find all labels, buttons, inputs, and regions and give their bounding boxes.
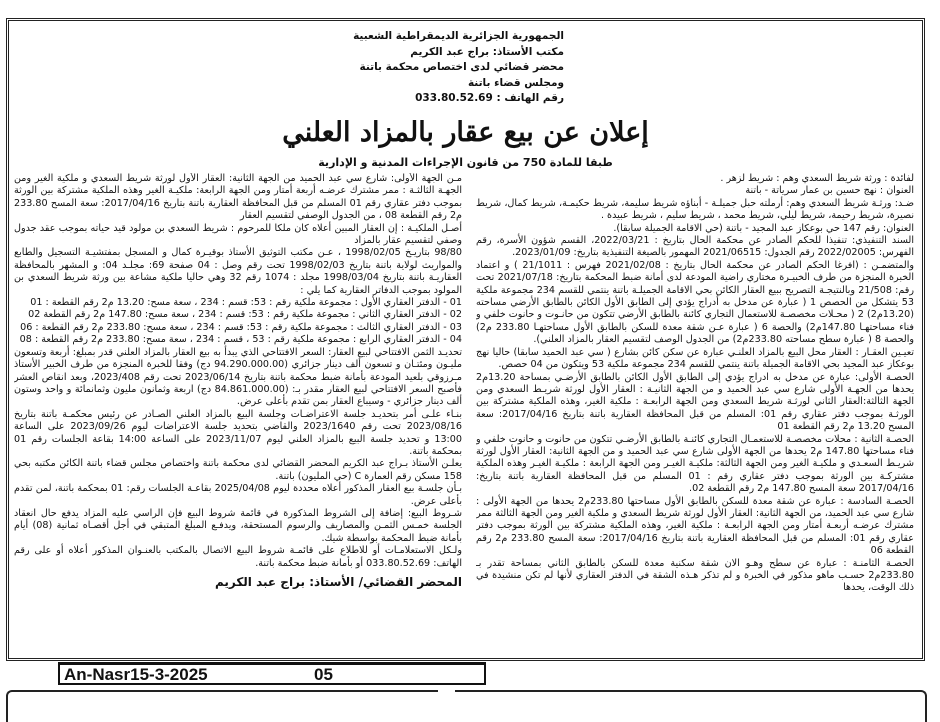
left-paragraph: ولـكل الاستعلامـات أو للاطلاع على قائمـة شروط البيع الاتصال بالمكتب بالعنـوان المذكور أعلاه أو على رقم الهاتف: 033.80.52.69 أو بأمانة ضبط محكمة باتنة. [14,545,462,569]
left-paragraph: 03 - الدفتر العقاري الثالث : مجموعة ملكية رقم : 53: قسم : 234 ، سعة مسح: 233.80 م2 رقم القطعة : 06 [20,321,462,333]
left-paragraph: 98/80 بتاريـخ 1998/02/05 ، عـن مكتب التوثيق الأستاذ بوقيـرة كمال و المسجل بمفتشيـة التسجيل والطابع والمواريث لولاية باتنة بتاريخ 1998/02/03 تحت رقم وصل : 04 صفحة 69: مجلـد 04: و المشهر بالمحافظة العقاريـة باتنة بتاريخ 1998/03/04 مجلد : 1074 رقم 32 وهي حاليا ملكية مشاعة بين ورثة شريط السعدي بن المولود بموجب الدفاتر العقارية كما يلي : [14,247,462,296]
left-paragraph: 04 - الدفتر العقاري الرابع : مجموعة ملكية رقم : 53 ، قسم : 234 ، سعة مسح: 233.80 م2 رقم القطعة : 08 [19,334,462,346]
announcement-body [14,29,914,652]
left-paragraph: أصـل الملكيـة : إن العقار المبين أعلاه كان ملكا للمرحوم : شريط السعدي بن مولود قيد حياته بموجب عقد جدول وصفي لتقسيم عقار بالمزاد [14,222,462,247]
header-phone: رقم الهاتف : 033.80.52.69 [415,92,564,104]
right-paragraph: لفائدة : ورثة شريط السعدي وهم : شريط لزهر . [720,173,914,184]
announcement-frame [6,18,925,661]
announcement-subtitle: طبقا للمادة 750 من قانون الإجراءات المدنية و الإدارية [318,156,613,169]
right-paragraph: العنوان: رقم 147 حي بوعكاز عبد المجيد - باتنة (حي الاقامة الجميلة سابقا). [613,222,914,234]
left-paragraph: شـروط البيع: إضافة إلى الشروط المذكورة في قائمة شروط البيع فإن الراسي عليه المزاد يدفع حال انعقاد الجلسة خمـس الثمـن والمصاريف والرسوم المستحقة، ويدفـع المبلغ المتبقي في أجل أقصـاه ثمانية (08) أيام بأمانة ضبط المحكمة بواسطة شيك. [14,507,462,544]
right-column [476,173,914,652]
left-column [14,173,462,652]
right-paragraph: الحصـة الأولى: عبارة عن مدخل به ادراج يؤدي إلى الطابق الأول الكائن بالطابق الأرضـي بمساحة 13.20م2 يحدها من الجهـة الأولى شارع سي عبد الحميد و من الجهة الثانيـة : العقار الأول لورثة شريـط السعدي ومن الجهة الثالثة:العقار الثاني لورثـة شريط السعدي ومن الجهة الرابعـة : ملكية الغير، وهذه الملكية مشتركة بين الورثـة بموجب دفتر عقاري رقم 01: المسلم من قبل المحافظة العقارية باتنة بتاريخ 2017/04/16: سعة المسح 13.20 م2 رقم القطعة 01 [476,371,914,433]
announcement-title: إعلان عن بيع عقار بالمزاد العلني [282,117,649,148]
signer-name: المحضر القضائي/ الأستاذ: براج عبد الكريم [214,575,462,589]
left-paragraph: بـأن جلسـة بيع العقار المذكور أعلاه محددة ليوم 2025/04/08 بقاعـة الجلسات رقم: 01 بمحكمة باتنة، لمن تقدم بأعلى عرض. [14,483,462,507]
publication-footer [58,662,486,685]
left-paragraph: 01 - الدفتر العقاري الأول : مجموعة ملكية رقم : 53: قسم : 234 ، سعة مسح: 13.20 م2 رقم القطعة : 01 [30,297,462,309]
page-number: 05 [314,665,333,684]
right-paragraph: ضـد: ورثـة شريط السعدي وهم: أرملته حبل جميلـة - أبناؤه شريط سليمة، شريط حكيمـة، شريط كمال، شريط نصيرة، شريط رحيمة، شريط ليلي، شريط محمد ، شريط سليم ، شريط عبيدة . [476,197,914,222]
header-office: مكتب الأستاذ: براج عبد الكريم [410,45,564,58]
next-ad-frame-left [6,690,438,722]
left-paragraph: 02 - الدفتر العقاري الثاني : مجموعة ملكية رقم : 53: قسم : 234 ، سعة مسح: 147.80 م2 رقم القطعة 02 [28,309,462,321]
right-paragraph: والمتضمـن : (افرغا الحكم الصادر عن محكمة الحال بتاريخ : 2021/02/08 فهرس : 21/1011 ) و اعتماد الخبرة المنجزة من طرف الخبيـرة مختاري راضية المودعة لدى أمانة ضبط المحكمة بتاريخ: 2021/07/18 تحت رقم: 21/508 وبالنتيجـة التصريح ببيع العقار الكائن بحي الاقامة الجميلـة باتنة ينتمي للقسم 234 مجموعة ملكية 53 يتشكل من الحصص 1 ( عبارة عن مدخل به أدراج يؤدي إلى الطابق الأول الكائن بالطابق الأرضي مساحته (13.20م2) 2 ( محـلات مخصصـة للاستعمال التجاري كائنة بالطابق الأرضي تتكون من حانـوت و حانوت خلفي و فناء مساحتهـا 147.80م2) والحصة 6 ( عبارة عـن شقة معدة للسكن بالطابق الأول مساحتهـا 233.80 م2) والحصة 8 ( عبارة سطح مساحته 233.80م2) من الجدول الوصف لتقسيم العقار بالمزاد العلني). [476,259,914,346]
left-paragraph: مـن الجهة الأولى: شارع سي عبد الحميد من الجهة الثانية: العقار الأول لورثة شريط السعدي و ملكية الغير ومن الجهـة الثالثـة : ممر مشترك عرضـه أربعة أمتار ومن الجهة الرابعة: ملكيـة الغير وهذه الملكية مشتركة بين الورثة بموجب دفتر عقاري رقم 01 المسلم من قبل المحافظة العقارية باتنة بتاريخ 2017/04/16: سعة المسح 233.80 م2 رقم القطعة 08 ، من الجدول الوصفي لتقسيم العقار [14,173,462,222]
left-paragraph: تحديـد الثمن الافتتاحي لبيع العقار: السعر الافتتاحي الذي يبدأ به بيع العقار بالمزاد العلني قدر بمبلغ: أربعة وتسعون مليـون ومئتـان و تسعون ألف دينار جزائري (94.290.000.00 دج) وفقا للخبرة المنجزة من طرف الخبير الأستاذ مـرزوقي بلعيد المودعة بأمانة ضبط محكمة باتنة بتاريخ 2023/06/14 تحت رقم 2023/408، وبعد انقاص العشر فأصبح السعر الافتتاحي لبيع العقار مقدر بـ: (84.861.000.00 دج) اربعة وثمانون مليون وثمانمائة و واحد وستون ألف دينار جزائري - وسيباع العقار بمن تقدم بأعلى عرض. [14,346,462,408]
next-ad-frame-right [455,690,927,722]
header-bailiff: محضر قضائي لدى اختصاص محكمة باتنة [359,61,564,73]
left-paragraph: بنـاء علـى أمر بتحديـد جلسة الاعتراضـات وجلسة البيع بالمزاد العلني الصـادر عن رئيس محكمـة باتنة بتاريخ 2023/08/16 تحت رقم 2023/1640 والقاضي بتحديد جلسة الاعتراضات ليوم 2023/09/26 على الساعة 13:00 و تحديد جلسة البيع بالمزاد العلني ليوم 2023/11/07 على الساعة 14:00 بقاعة الجلسات رقم 01 بمحكمة باتنة. [14,408,462,457]
right-paragraph: الحصـة السادسة : عبارة عن شقة معدة للسكن بالطابق الأول مساحتها 233.80م2 يحدها من الجهة الأولى : شارع سي عبد الحميد، من الجهة الثانية: العقار الأول لورثة شريط السعدي و ملكية الغير ومن الجهة الثالثة ممر مشترك عرضـه أربعـة أمتار ومن الجهة الرابعـة : ملكية الغير، وهذه الملكية مشتركة بين الورثة بموجب دفتر عقاري رقم 01: المسلم من قبل المحافظة العقارية باتنة بتاريخ 2017/04/16: سعة المسح 233.80 م2 رقم القطعة 06 [476,495,914,557]
right-paragraph: تعيـين العقـار : العقار محل البيع بالمزاد العلنـي عبارة عن سكن كائن بشارع ( سي عبد الحميد سابقا) حاليا نهج بوعكاز عبد المجيد بحي الاقامة الجميلة باتنة ينتمي للقسم 234 مجموعة ملكية 53 ويتكون من 04 حصص. [476,346,914,371]
header-republic: الجمهورية الجزائرية الديمقراطية الشعبية [353,30,564,42]
office-header [304,29,564,107]
right-paragraph: العنوان : نهج حسين بن عمار سرياتة - باتنة [745,185,914,197]
header-council: ومجلس قضاء باتنة [467,76,564,89]
right-paragraph: الحصـة الثامنـة : عبارة عن سطح وهـو الان شقة سكنية معدة للسكن بالطابق الثاني بمساحة تقدر بـ 233.80م2 حسـب ماهو مذكور في الخبرة و لم تذكر هـذه الشقة في الدفتر العقاري لأنها لم تكن منشيدة في ذلك الوقت، يحدها [476,557,914,594]
right-paragraph: السند التنفيذي: تنفيذا للحكم الصادر عن محكمة الحال بتاريخ : 2022/03/21، القسم شؤون الأسرة، رقم الفهرس: 2022/02005 رقم الجدول: 2021/06515 المهمور بالصيغة التنفيذية بتاريخ: 2023/01/09. [476,235,914,259]
right-paragraph: الحصـة الثانية : محلات مخصصـة للاستعمـال التجاري كائنـة بالطابق الأرضـي تتكون من حانوت و حانوت خلفي و فناء مساحتها 147.80 م2 يحدها من الجهة الأولى شارع سي عبد الحميد و من الجهة الثانية: العقار الأول لورثة شريـط السعـدي و ملكيـة الغير ومن الجهة الثالثة: ملكيـة الغيـر ومن الجهة الرابعة : ملكيـة الغيـر وهذه الملكية مشتركـة بين الورثة بموجب دفتر عقاري رقم : 01 المسلم من قبل المحافظة العقارية باتنة بتاريخ: 2017/04/16 سعة المسح 147.80 م2 رقم القطعة 02. [476,433,914,495]
publication-date: An-Nasr15-3-2025 [64,665,208,684]
left-paragraph: يعلـن الأستاذ بـراج عبد الكريم المحضر القضائي لدى محكمة باتنة واختصاص مجلس قضاء باتنة الكائن مكتبه بحي 158 مسكن رقم العمارة C (حي المليون) باتنة. [14,458,462,482]
